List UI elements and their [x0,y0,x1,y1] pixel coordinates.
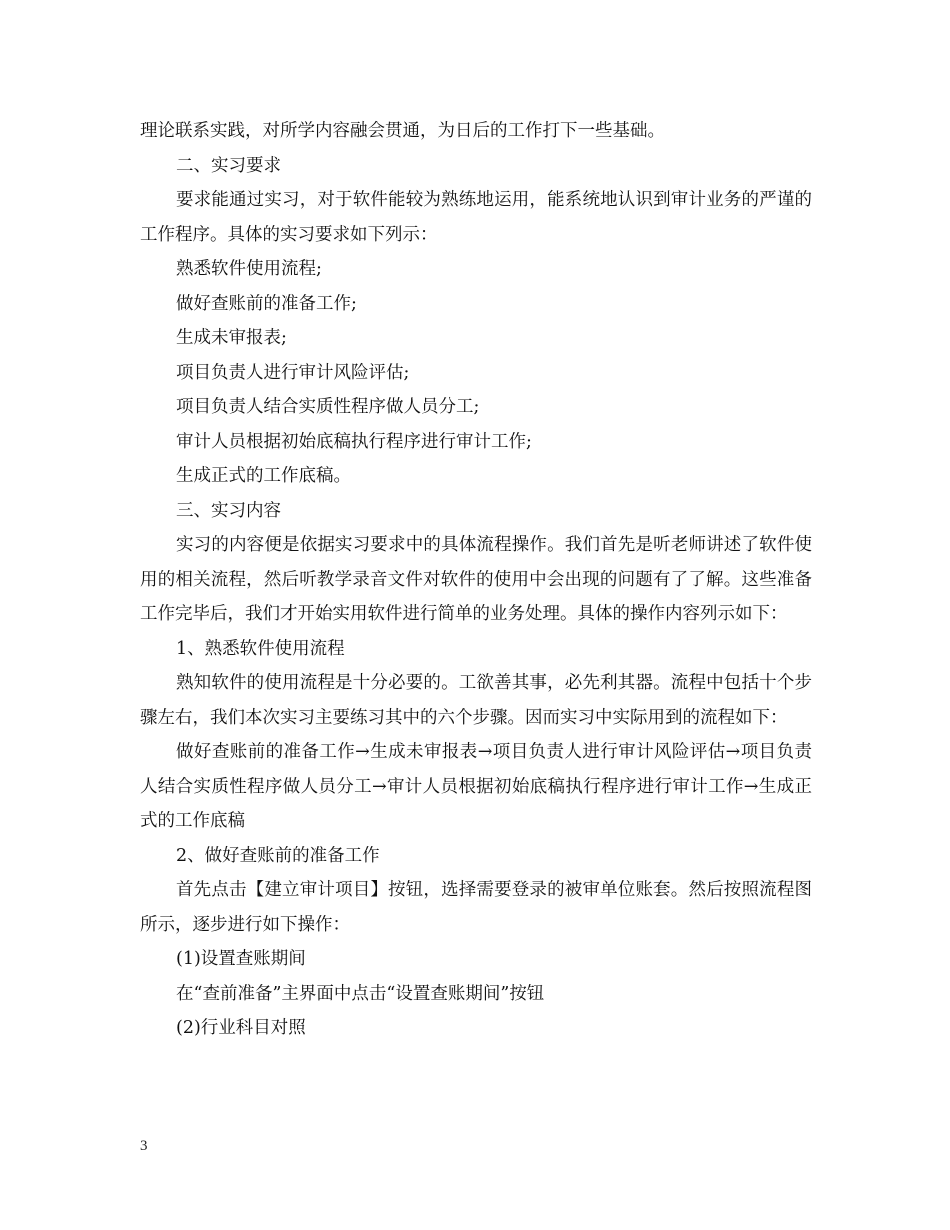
subsection-heading: 2、做好查账前的准备工作 [176,845,380,866]
step-heading: (2)行业科目对照 [176,1018,306,1038]
list-item: 做好查账前的准备工作; [176,293,357,314]
paragraph: 实习的内容便是依据实习要求中的具体流程操作。我们首先是听老师讲述了软件使用的相关流程，然后听教学录音文件对软件的使用中会出现的问题有了了解。这些准备工作完毕后，我们才开始实用软件进行简单的业务处理。具体的操作内容列示如下： [140,535,812,624]
page-number: 3 [140,1138,148,1154]
list-item: 熟悉软件使用流程; [176,259,322,279]
list-item: 项目负责人结合实质性程序做人员分工; [176,397,480,417]
list-item: 生成正式的工作底稿。 [176,466,351,486]
subsection-heading: 1、熟悉软件使用流程 [176,638,345,659]
list-item: 项目负责人进行审计风险评估; [176,362,410,383]
paragraph: 要求能通过实习，对于软件能较为熟练地运用，能系统地认识到审计业务的严谨的工作程序。具体的实习要求如下列示： [140,190,812,245]
paragraph: 首先点击【建立审计项目】按钮，选择需要登录的被审单位账套。然后按照流程图所示，逐步进行如下操作： [140,880,812,935]
step-heading: (1)设置查账期间 [176,949,306,969]
document-body [140,114,812,1046]
paragraph: 理论联系实践，对所学内容融会贯通，为日后的工作打下一些基础。 [140,121,665,141]
paragraph: 熟知软件的使用流程是十分必要的。工欲善其事，必先利其器。流程中包括十个步骤左右，我们本次实习主要练习其中的六个步骤。因而实习中实际用到的流程如下： [140,673,812,728]
process-flow: 做好查账前的准备工作→生成未审报表→项目负责人进行审计风险评估→项目负责人结合实质性程序做人员分工→审计人员根据初始底稿执行程序进行审计工作→生成正式的工作底稿 [140,742,812,831]
paragraph: 在“查前准备”主界面中点击“设置查账期间”按钮 [176,983,545,1004]
section-heading: 三、实习内容 [176,500,281,521]
list-item: 生成未审报表; [176,328,287,348]
list-item: 审计人员根据初始底稿执行程序进行审计工作; [176,431,532,452]
section-heading: 二、实习要求 [176,155,281,176]
